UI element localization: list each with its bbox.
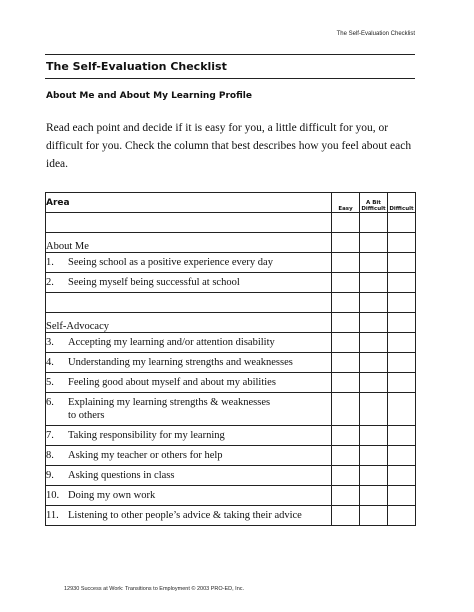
a-bit-difficult-checkbox[interactable] — [360, 273, 388, 293]
item-text: Accepting my learning and/or attention disability — [68, 337, 275, 348]
table-row — [46, 333, 416, 353]
checkbox-cell[interactable] — [332, 293, 360, 313]
item-text: Feeling good about myself and about my abilities — [68, 377, 276, 388]
table-row — [46, 373, 416, 393]
easy-checkbox[interactable] — [332, 273, 360, 293]
difficult-checkbox[interactable] — [388, 466, 416, 486]
item-number: 2. — [46, 277, 54, 288]
item-text: Seeing myself being successful at school — [68, 277, 240, 288]
item-number: 9. — [46, 470, 54, 481]
item-text: Asking questions in class — [68, 470, 175, 481]
a-bit-difficult-checkbox[interactable] — [360, 373, 388, 393]
difficult-checkbox[interactable] — [388, 253, 416, 273]
table-row — [46, 446, 416, 466]
easy-column-header: Easy — [332, 193, 360, 213]
difficult-checkbox[interactable] — [388, 373, 416, 393]
item-number: 1. — [46, 257, 54, 268]
title-rule-bottom — [45, 78, 415, 79]
easy-checkbox[interactable] — [332, 253, 360, 273]
checkbox-cell[interactable] — [332, 213, 360, 233]
easy-checkbox[interactable] — [332, 393, 360, 426]
item-number: 4. — [46, 357, 54, 368]
easy-checkbox[interactable] — [332, 446, 360, 466]
a-bit-difficult-checkbox[interactable] — [360, 466, 388, 486]
section-label-self-advocacy: Self-Advocacy — [46, 313, 332, 333]
instructions-paragraph: Read each point and decide if it is easy for you, a little difficult for you, or difficult for you. Check the column that best describes how you feel about each idea. — [46, 122, 412, 170]
easy-checkbox[interactable] — [332, 486, 360, 506]
checkbox-cell[interactable] — [388, 213, 416, 233]
difficult-checkbox[interactable] — [388, 333, 416, 353]
easy-checkbox[interactable] — [332, 426, 360, 446]
a-bit-difficult-checkbox[interactable] — [360, 426, 388, 446]
difficult-checkbox[interactable] — [388, 393, 416, 426]
item-number: 10. — [46, 490, 60, 501]
easy-checkbox[interactable] — [332, 333, 360, 353]
item-number: 5. — [46, 377, 54, 388]
checkbox-cell[interactable] — [388, 313, 416, 333]
difficult-checkbox[interactable] — [388, 486, 416, 506]
item-text: Taking responsibility for my learning — [68, 430, 225, 441]
table-row — [46, 486, 416, 506]
a-bit-difficult-checkbox[interactable] — [360, 486, 388, 506]
item-text: Doing my own work — [68, 490, 156, 501]
table-row — [46, 466, 416, 486]
checkbox-cell[interactable] — [332, 233, 360, 253]
item-text: Asking my teacher or others for help — [68, 450, 223, 461]
checkbox-cell[interactable] — [360, 293, 388, 313]
a-bit-difficult-checkbox[interactable] — [360, 446, 388, 466]
a-bit-difficult-line2: Difficult — [361, 206, 386, 212]
a-bit-difficult-line1: A Bit — [366, 200, 381, 206]
section-label-about-me: About Me — [46, 233, 332, 253]
checklist-table — [45, 192, 416, 526]
table-row — [46, 273, 416, 293]
section-row-self-advocacy — [46, 313, 416, 333]
checkbox-cell[interactable] — [360, 233, 388, 253]
item-text: Listening to other people’s advice & taking their advice — [68, 510, 302, 521]
table-row — [46, 353, 416, 373]
checkbox-cell[interactable] — [360, 313, 388, 333]
item-number: 8. — [46, 450, 54, 461]
item-number: 3. — [46, 337, 54, 348]
item-text-continued: to others — [68, 410, 105, 421]
item-text: Understanding my learning strengths and weaknesses — [68, 357, 293, 368]
item-number: 11. — [46, 510, 59, 521]
spacer-row — [46, 293, 416, 313]
item-number: 6. — [46, 397, 54, 408]
page-title: The Self-Evaluation Checklist — [46, 60, 227, 73]
page-footer: 12930 Success at Work: Transitions to Employment © 2003 PRO-ED, Inc. — [64, 586, 245, 592]
a-bit-difficult-checkbox[interactable] — [360, 393, 388, 426]
checkbox-cell[interactable] — [332, 313, 360, 333]
checkbox-cell[interactable] — [388, 293, 416, 313]
easy-checkbox[interactable] — [332, 466, 360, 486]
spacer-row — [46, 213, 416, 233]
table-row — [46, 393, 416, 426]
title-rule-top — [45, 54, 415, 55]
table-row — [46, 426, 416, 446]
difficult-checkbox[interactable] — [388, 273, 416, 293]
section-row-about-me — [46, 233, 416, 253]
easy-checkbox[interactable] — [332, 506, 360, 526]
difficult-checkbox[interactable] — [388, 506, 416, 526]
a-bit-difficult-column-header — [360, 193, 388, 213]
running-header: The Self-Evaluation Checklist — [336, 31, 415, 37]
difficult-checkbox[interactable] — [388, 426, 416, 446]
table-header-row — [46, 193, 416, 213]
a-bit-difficult-checkbox[interactable] — [360, 353, 388, 373]
a-bit-difficult-checkbox[interactable] — [360, 506, 388, 526]
checkbox-cell[interactable] — [388, 233, 416, 253]
a-bit-difficult-checkbox[interactable] — [360, 333, 388, 353]
section-subtitle: About Me and About My Learning Profile — [46, 91, 252, 101]
item-text: Seeing school as a positive experience every day — [68, 257, 273, 268]
table-row — [46, 506, 416, 526]
difficult-checkbox[interactable] — [388, 353, 416, 373]
a-bit-difficult-checkbox[interactable] — [360, 253, 388, 273]
item-number: 7. — [46, 430, 54, 441]
difficult-column-header: Difficult — [388, 193, 416, 213]
item-text: Explaining my learning strengths & weaknesses — [68, 397, 271, 408]
difficult-checkbox[interactable] — [388, 446, 416, 466]
area-column-header: Area — [46, 193, 332, 213]
table-row — [46, 253, 416, 273]
checkbox-cell[interactable] — [360, 213, 388, 233]
easy-checkbox[interactable] — [332, 373, 360, 393]
easy-checkbox[interactable] — [332, 353, 360, 373]
